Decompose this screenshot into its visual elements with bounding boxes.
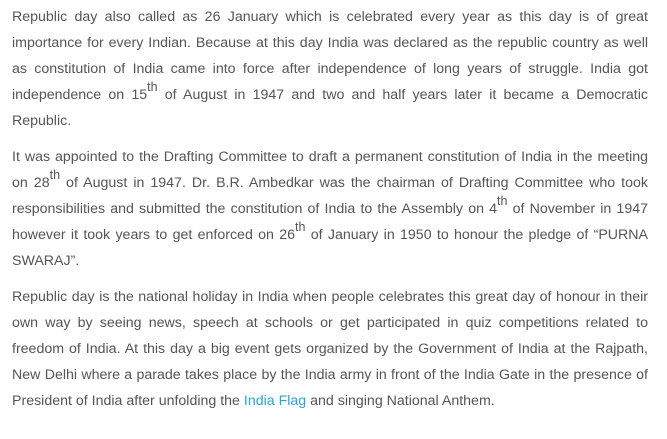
ordinal-suffix: th	[295, 220, 306, 235]
text-segment: of August in 1947 and two and half years later it became a Democratic Republic.	[12, 87, 648, 129]
paragraph-drafting-committee	[12, 144, 648, 274]
paragraph-national-holiday	[12, 284, 648, 414]
india-flag-link[interactable]: India Flag	[243, 393, 307, 409]
text-segment: Republic day is the national holiday in India when people celebrates this great day of honour in their own way by seeing news, speech at schools or get participated in quiz competitions related to freedom of India. At this day a big event gets organized by the Government of India at the Rajpath, New Delhi where a parade takes place by the India army in front of the India Gate in the presence of President of India after unfolding the	[12, 289, 648, 409]
text-segment: of August in 1947. Dr. B.R. Ambedkar was the chairman of Drafting Committee who took responsibilities and submitted the constitution of India to the Assembly on 4	[12, 175, 648, 217]
article-body	[12, 4, 648, 424]
ordinal-suffix: th	[147, 80, 158, 95]
ordinal-suffix: th	[49, 168, 61, 183]
paragraph-republic-day-intro	[12, 4, 648, 134]
text-segment: and singing National Anthem.	[306, 393, 495, 409]
text-segment: of January in 1950 to honour the pledge of “PURNA SWARAJ”.	[12, 227, 648, 269]
ordinal-suffix: th	[497, 194, 508, 209]
text-segment: Republic day also called as 26 January which is celebrated every year as this day is of great importance for every Indian. Because at this day India was declared as the republic country as well as constitution of India came into force after independence of long years of struggle. India got independence on 15	[12, 9, 648, 103]
text-segment: of November in 1947 however it took years to get enforced on 26	[12, 201, 648, 243]
text-segment: It was appointed to the Drafting Committee to draft a permanent constitution of India in the meeting on 28	[12, 149, 648, 191]
